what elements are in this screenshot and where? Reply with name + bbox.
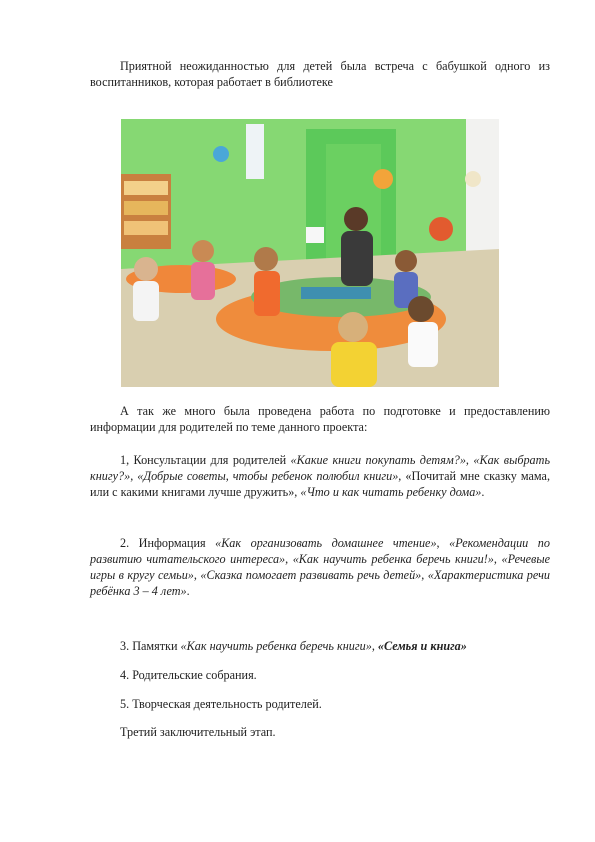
intro-text: Приятной неожиданностью для детей была встреча с бабушкой одного из воспитанников, которая работает в библиотеке xyxy=(90,59,550,89)
item3-sep1: , xyxy=(371,639,378,653)
list-item-1 xyxy=(90,452,550,500)
item3-prefix: 3. Памятки xyxy=(120,639,181,653)
final-text: Третий заключительный этап. xyxy=(120,725,276,739)
list-item-3 xyxy=(90,638,550,654)
item3-title-a: «Как научить ребенка беречь книги» xyxy=(180,639,372,653)
item1-title-e: «Что и как читать ребенку дома» xyxy=(300,485,482,499)
item5-text: 5. Творческая деятельность родителей. xyxy=(120,697,322,711)
item2-end: . xyxy=(186,584,190,598)
item4-text: 4. Родительские собрания. xyxy=(120,668,257,682)
item2-sep3: , xyxy=(493,552,502,566)
work-paragraph xyxy=(90,403,550,435)
item2-sep1: , xyxy=(436,536,450,550)
item1-title-a: «Какие книги покупать детям?» xyxy=(290,453,466,467)
item1-title-b: «Как выбрать книгу?» xyxy=(90,453,550,483)
item2-title-a: «Как организовать домашнее чтение» xyxy=(215,536,437,550)
item2-title-c: «Как научить ребенка беречь книги!» xyxy=(292,552,494,566)
item1-prefix: 1, Консультации для родителей xyxy=(120,453,291,467)
item2-prefix: 2. Информация xyxy=(120,536,216,550)
item1-title-c: «Добрые советы, чтобы ребенок полюбил книги» xyxy=(137,469,399,483)
item1-end: . xyxy=(481,485,485,499)
item2-title-f: «Характеристика речи ребёнка 3 – 4 лет» xyxy=(90,568,551,598)
item1-title-d: «Почитай мне сказку мама, или с какими книгами лучше дружить» xyxy=(90,469,551,499)
item1-sep2: , xyxy=(130,469,138,483)
list-item-4 xyxy=(90,667,550,683)
item2-sep5: , xyxy=(421,568,428,582)
item2-sep2: , xyxy=(285,552,293,566)
list-item-5 xyxy=(90,696,550,712)
item2-title-b: «Рекомендации по развитию читательского интереса» xyxy=(90,536,550,566)
item1-sep4: , xyxy=(294,485,301,499)
item2-title-e: «Сказка помогает развивать речь детей» xyxy=(200,568,422,582)
item2-sep4: , xyxy=(193,568,201,582)
work-text: А так же много была проведена работа по подготовке и предоставлению информации для родителей по теме данного проекта: xyxy=(90,404,550,434)
item1-sep1: , xyxy=(465,453,474,467)
item2-title-d: «Речевые игры в кругу семьи» xyxy=(90,552,550,582)
final-stage xyxy=(90,724,550,740)
list-item-2 xyxy=(90,535,550,599)
item3-title-b: «Семья и книга» xyxy=(377,639,467,653)
item1-sep3: , xyxy=(398,469,406,483)
classroom-photo xyxy=(121,119,499,387)
intro-paragraph xyxy=(90,58,550,90)
